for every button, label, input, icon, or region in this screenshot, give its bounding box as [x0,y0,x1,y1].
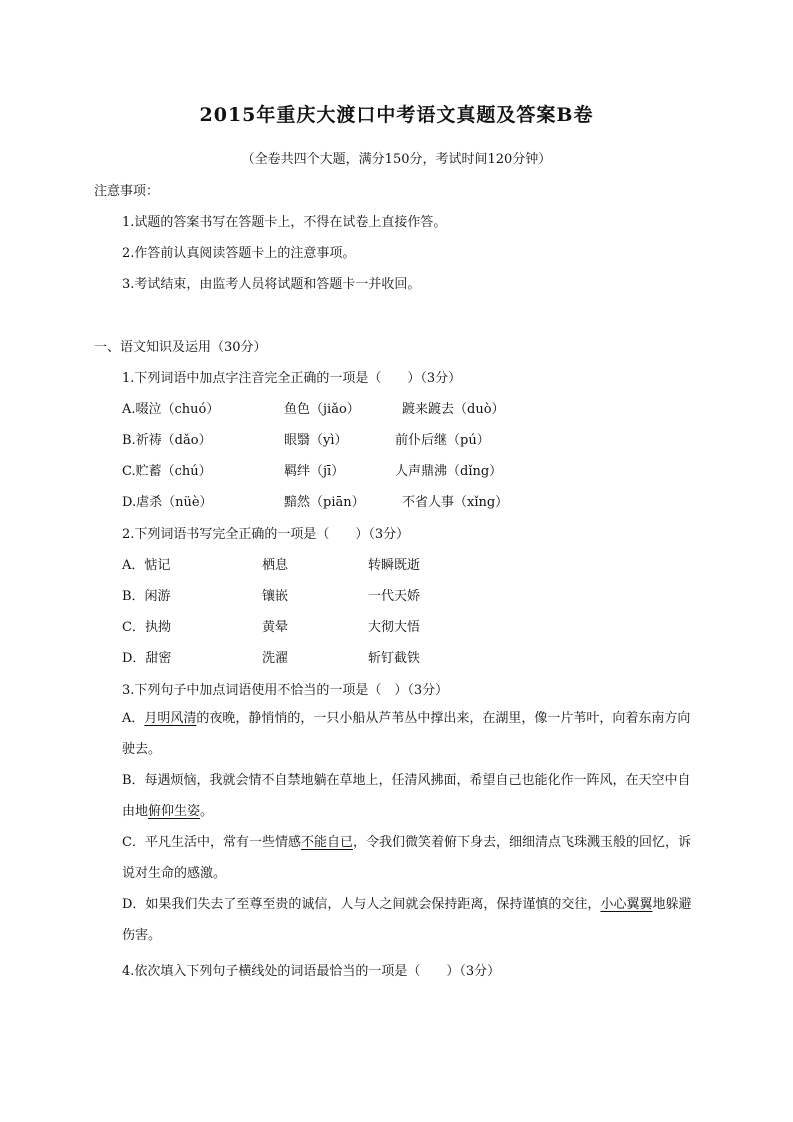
option-cell: 洗濯 [262,651,289,666]
option-text-pre: B．每遇烦恼，我就会情不自禁地躺在草地上，任清风拂面，希望自己也能化作一阵风，在天空中自由地 [122,773,691,819]
option-cell: 大彻大悟 [368,620,421,635]
option-cell: 鱼色（jiǎo） [284,402,360,417]
notice-item: 1.试题的答案书写在答题卡上，不得在试卷上直接作答。 [122,215,447,230]
option-paragraph-c [94,827,700,889]
option-cell: 镶嵌 [262,589,289,604]
underlined-term: 月明风清 [144,711,197,726]
option-cell: 一代天娇 [368,589,421,604]
question-stem: 2.下列词语书写完全正确的一项是（ ）（3分） [122,527,410,542]
option-cell: 羁绊（jī） [284,464,345,479]
option-cell: 栖息 [262,558,289,573]
underlined-term: 俯仰生姿 [148,804,201,819]
option-text-post: ，令我们微笑着俯下身去，细细清点飞珠溅玉般的回忆，诉说对生命的感激。 [122,835,691,881]
option-cell: D．甜密 [122,651,172,666]
notice-item: 3.考试结束，由监考人员将试题和答题卡一并收回。 [122,277,421,292]
notice-heading: 注意事项： [94,184,160,199]
option-cell: D.虐杀（nüè） [122,495,213,510]
option-cell: 前仆后继（pú） [395,433,490,448]
option-text [94,765,700,827]
option-text-pre: C．平凡生活中，常有一些情感 [122,835,301,850]
option-cell: B.祈祷（dǎo） [122,433,212,448]
question-stem: 1.下列词语中加点字注音完全正确的一项是（ ）（3分） [122,371,462,386]
option-text-pre: D．如果我们失去了至尊至贵的诚信，人与人之间就会保持距离，保持谨慎的交往， [122,897,601,912]
option-text [94,827,700,889]
option-cell: 黄晕 [262,620,289,635]
section-heading: 一、语文知识及运用（30分） [94,340,267,355]
option-cell: C．执拗 [122,620,171,635]
option-cell: 踱来踱去（duò） [402,402,505,417]
option-paragraph-b [94,765,700,827]
option-cell: A．惦记 [122,558,171,573]
page-title: 2015年重庆大渡口中考语文真题及答案B卷 [199,104,594,126]
option-cell: 人声鼎沸（dǐng） [395,464,503,479]
option-cell: A.啜泣（chuó） [122,402,220,417]
option-cell: 斩钉截铁 [368,651,421,666]
option-text-post: 的夜晚，静悄悄的，一只小船从芦苇丛中撑出来，在湖里，像一片苇叶，向着东南方向驶去。 [122,711,691,757]
option-cell: C.贮蓄（chú） [122,464,212,479]
underlined-term: 不能自已 [300,835,353,850]
exam-subtitle: （全卷共四个大题，满分150分，考试时间120分钟） [241,152,552,167]
option-text-pre: A． [122,711,145,726]
notice-item: 2.作答前认真阅读答题卡上的注意事项。 [122,246,356,261]
underlined-term: 小心翼翼 [600,897,653,912]
question-stem: 4.依次填入下列句子横线处的词语最恰当的一项是（ ）（3分） [122,964,501,979]
option-cell: 不省人事（xǐng） [402,495,509,510]
question-stem: 3.下列句子中加点词语使用不恰当的一项是（ ）（3分） [122,683,449,698]
option-text [94,703,700,765]
option-paragraph-d [94,889,700,951]
option-text-post: 地躲避伤害。 [122,897,692,943]
option-text-post: 。 [200,804,214,819]
option-cell: 黯然（piān） [284,495,365,510]
option-cell: 眼翳（yì） [284,433,348,448]
option-cell: B．闲游 [122,589,171,604]
option-cell: 转瞬既逝 [368,558,421,573]
option-text [94,889,700,951]
option-paragraph-a [94,703,700,765]
